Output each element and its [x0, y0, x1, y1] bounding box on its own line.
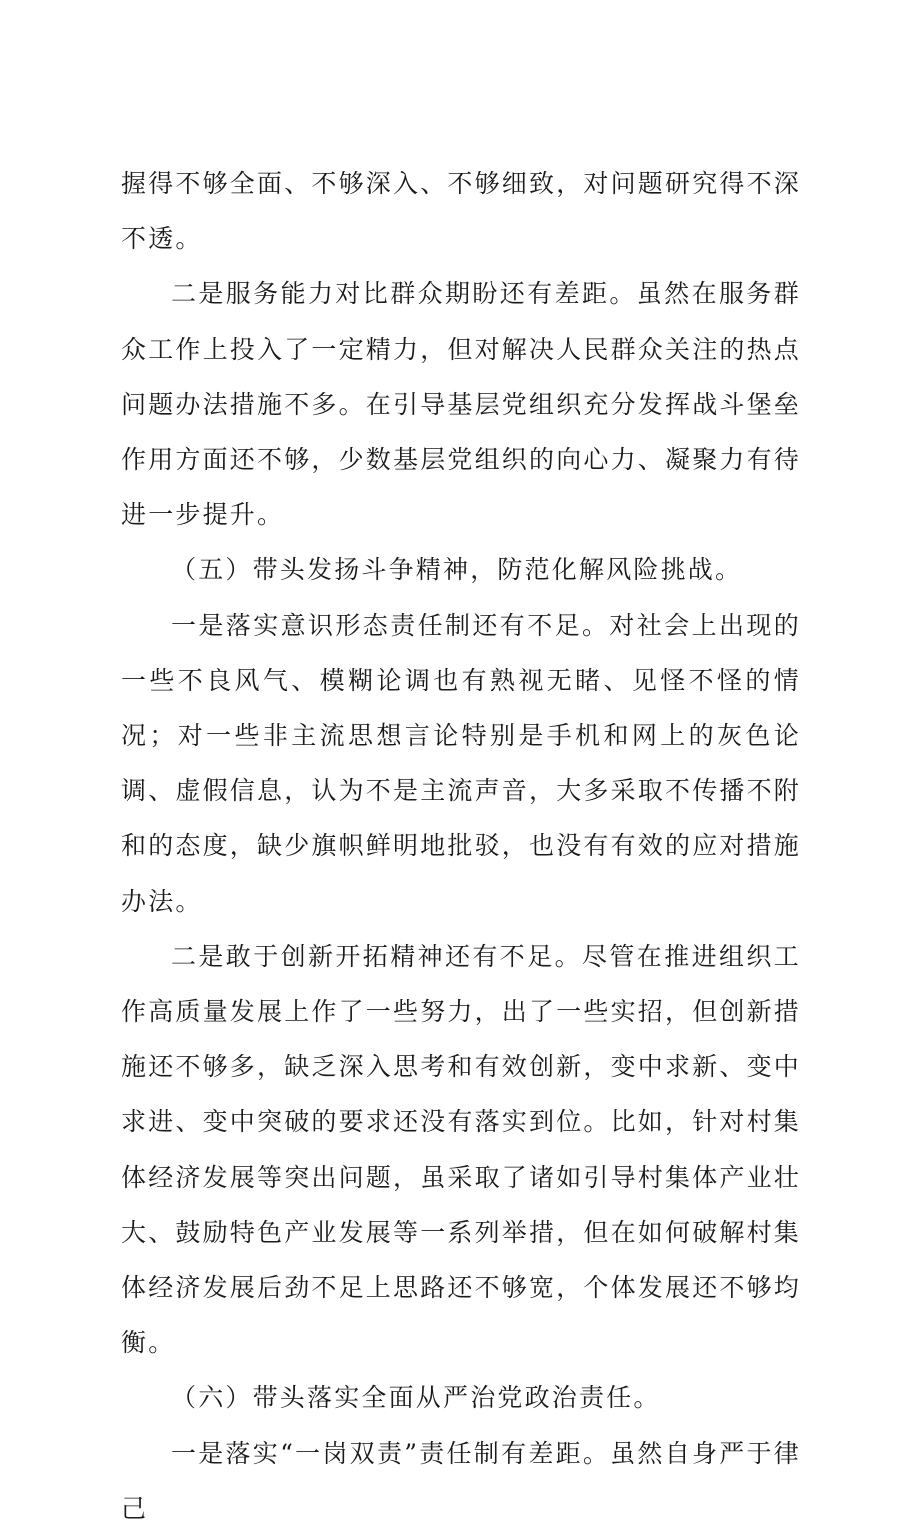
paragraph-service-capability: 二是服务能力对比群众期盼还有差距。虽然在服务群众工作上投入了一定精力，但对解决人民群众关注的热点问题办法措施不多。在引导基层党组织充分发挥战斗堡垒作用方面还不够，少数基层党组织的向心力、凝聚力有待进一步提升。	[121, 279, 802, 530]
paragraph-ideology-responsibility: 一是落实意识形态责任制还有不足。对社会上出现的一些不良风气、模糊论调也有熟视无睹、见怪不怪的情况；对一些非主流思想言论特别是手机和网上的灰色论调、虚假信息，认为不是主流声音，大多采取不传播不附和的态度，缺少旗帜鲜明地批驳，也没有有效的应对措施办法。	[121, 610, 802, 916]
document-body	[121, 156, 801, 1536]
section-heading-six: （六）带头落实全面从严治党政治责任。	[171, 1383, 661, 1413]
paragraph-continuation: 握得不够全面、不够深入、不够细致，对问题研究得不深不透。	[121, 169, 802, 254]
paragraph-one-post-two-duties: 一是落实“一岗双责”责任制有差距。虽然自身严于律己	[121, 1438, 801, 1523]
section-heading-five: （五）带头发扬斗争精神，防范化解风险挑战。	[171, 555, 743, 585]
paragraph-innovation-spirit: 二是敢于创新开拓精神还有不足。尽管在推进组织工作高质量发展上作了一些努力，出了一些实招，但创新措施还不够多，缺乏深入思考和有效创新，变中求新、变中求进、变中突破的要求还没有落实到位。比如，针对村集体经济发展等突出问题，虽采取了诸如引导村集体产业壮大、鼓励特色产业发展等一系列举措，但在如何破解村集体经济发展后劲不足上思路还不够宽，个体发展还不够均衡。	[121, 941, 802, 1358]
